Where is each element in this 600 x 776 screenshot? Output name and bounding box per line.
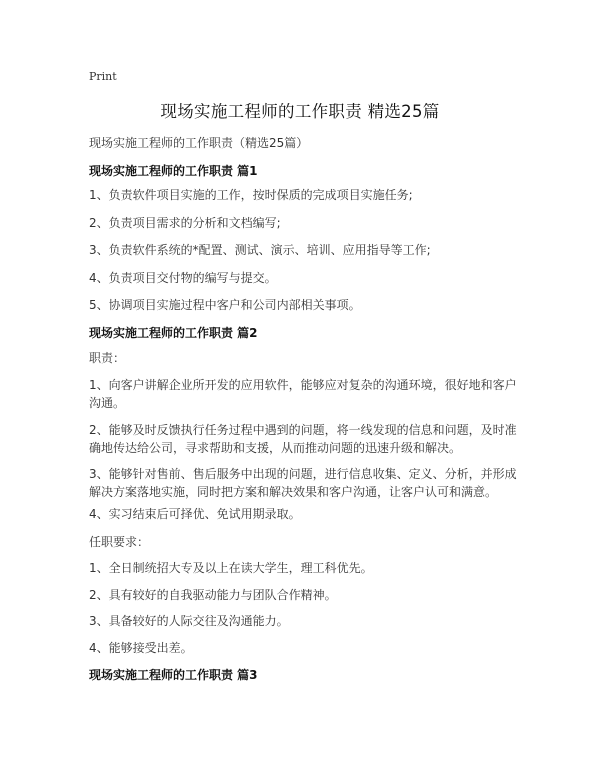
section-1-item-1: 1、负责软件项目实施的工作，按时保质的完成项目实施任务; — [89, 188, 413, 202]
section-1-item-4: 4、负责项目交付物的编写与提交。 — [89, 271, 277, 285]
document-subtitle: 现场实施工程师的工作职责（精选25篇） — [89, 136, 309, 150]
duty-item-2 — [89, 421, 529, 457]
duty-item-1-line-1: 1、向客户讲解企业所开发的应用软件，能够应对复杂的沟通环境，很好地和客户 — [89, 378, 517, 392]
duty-item-3-line-1: 3、能够针对售前、售后服务中出现的问题，进行信息收集、定义、分析，并形成 — [89, 467, 517, 481]
duty-item-1-line-2: 沟通。 — [89, 396, 126, 410]
print-label: Print — [89, 70, 117, 83]
duty-item-4: 4、实习结束后可择优、免试用期录取。 — [89, 507, 301, 521]
section-1-item-2: 2、负责项目需求的分析和文档编写; — [89, 216, 281, 230]
section-1-item-5: 5、协调项目实施过程中客户和公司内部相关事项。 — [89, 298, 361, 312]
duty-item-2-line-1: 2、能够及时反馈执行任务过程中遇到的问题，将一线发现的信息和问题，及时准 — [89, 423, 517, 437]
section-1-item-3: 3、负责软件系统的*配置、测试、演示、培训、应用指导等工作; — [89, 243, 431, 257]
section-heading-1: 现场实施工程师的工作职责 篇1 — [89, 164, 258, 178]
section-heading-3: 现场实施工程师的工作职责 篇3 — [89, 668, 258, 682]
requirement-item-4: 4、能够接受出差。 — [89, 641, 193, 655]
duty-item-3 — [89, 465, 529, 501]
duty-item-2-line-2: 确地传达给公司，寻求帮助和支援，从而推动问题的迅速升级和解决。 — [89, 441, 462, 455]
duty-item-3-line-2: 解决方案落地实施，同时把方案和解决效果和客户沟通，让客户认可和满意。 — [89, 485, 498, 499]
requirement-item-3: 3、具备较好的人际交往及沟通能力。 — [89, 614, 289, 628]
requirement-item-1: 1、全日制统招大专及以上在读大学生，理工科优先。 — [89, 561, 373, 575]
requirements-label: 任职要求： — [89, 535, 150, 549]
section-heading-2: 现场实施工程师的工作职责 篇2 — [89, 326, 258, 340]
page-title: 现场实施工程师的工作职责 精选25篇 — [160, 102, 440, 121]
duties-label: 职责： — [89, 351, 126, 365]
duty-item-1 — [89, 376, 529, 412]
requirement-item-2: 2、具有较好的自我驱动能力与团队合作精神。 — [89, 588, 337, 602]
